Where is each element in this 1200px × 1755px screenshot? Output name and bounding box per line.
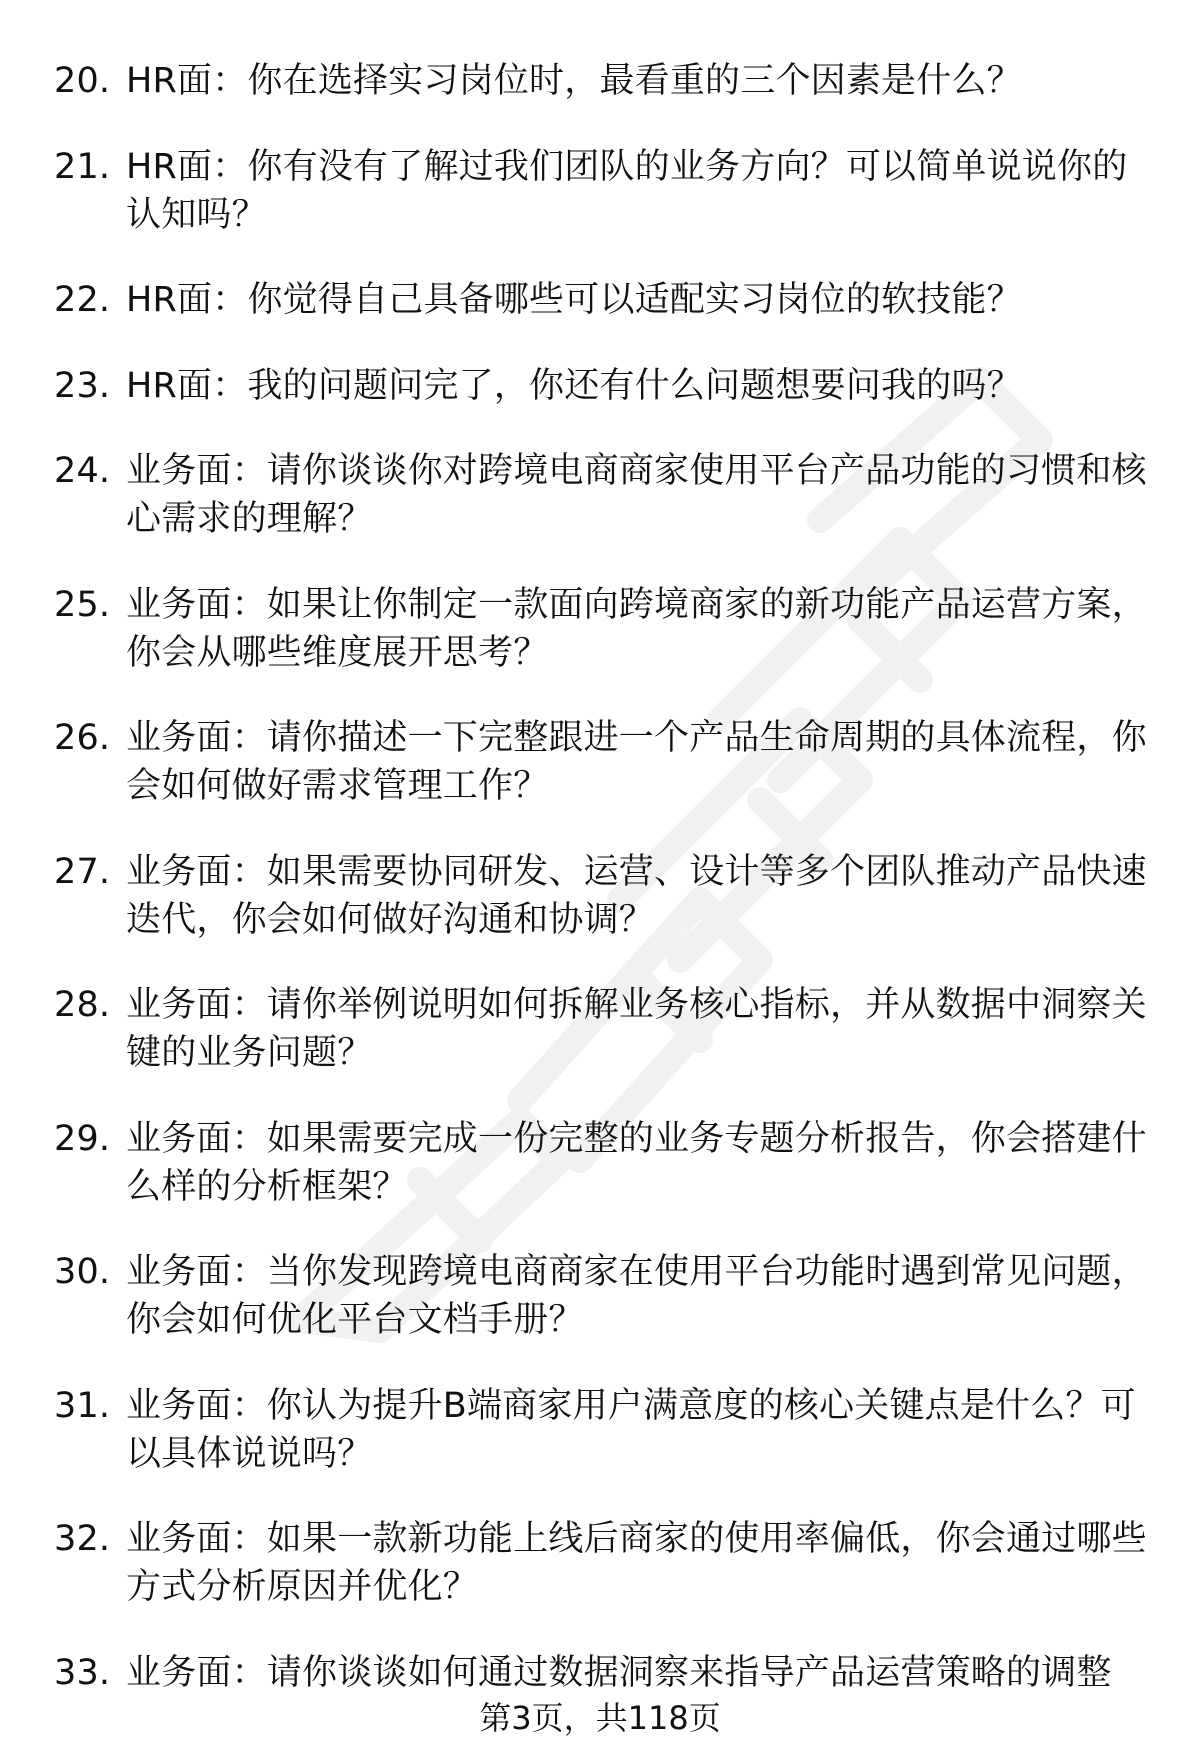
question-item: [54, 1515, 1160, 1611]
question-number: 22.: [54, 280, 111, 320]
question-number: 29.: [54, 1118, 111, 1159]
question-text: HR面：你有没有了解过我们团队的业务方向？可以简单说说你的认知吗？: [126, 146, 1128, 235]
question-item: [54, 1248, 1160, 1344]
question-list: [54, 57, 1160, 1697]
question-item: [54, 1649, 1160, 1697]
question-item: [54, 447, 1160, 543]
question-text: 业务面：如果让你制定一款面向跨境商家的新功能产品运营方案，你会从哪些维度展开思考？: [126, 584, 1147, 673]
question-item: [54, 981, 1160, 1077]
question-number: 27.: [54, 851, 111, 892]
question-text: HR面：你在选择实习岗位时，最看重的三个因素是什么？: [126, 61, 1022, 101]
question-number: 21.: [54, 146, 111, 187]
question-text: 业务面：如果一款新功能上线后商家的使用率偏低，你会通过哪些方式分析原因并优化？: [126, 1519, 1147, 1607]
question-number: 24.: [54, 451, 111, 491]
question-number: 23.: [54, 365, 111, 406]
question-text: 业务面：请你描述一下完整跟进一个产品生命周期的具体流程，你会如何做好需求管理工作？: [126, 718, 1147, 806]
question-item: [54, 714, 1160, 810]
question-number: 31.: [54, 1385, 111, 1426]
question-text: 业务面：如果需要完成一份完整的业务专题分析报告，你会搭建什么样的分析框架？: [126, 1118, 1147, 1207]
question-text: 业务面：如果需要协同研发、运营、设计等多个团队推动产品快速迭代，你会如何做好沟通和协调？: [126, 851, 1147, 940]
question-number: 26.: [54, 718, 111, 758]
question-number: 25.: [54, 584, 111, 625]
question-text: 业务面：请你举例说明如何拆解业务核心指标，并从数据中洞察关键的业务问题？: [126, 985, 1147, 1073]
question-number: 32.: [54, 1519, 111, 1559]
question-text: HR面：你觉得自己具备哪些可以适配实习岗位的软技能？: [126, 280, 1022, 320]
question-text: 业务面：请你谈谈你对跨境电商商家使用平台产品功能的习惯和核心需求的理解？: [126, 451, 1147, 539]
question-text: HR面：我的问题问完了，你还有什么问题想要问我的吗？: [126, 365, 1022, 406]
question-text: 业务面：你认为提升B端商家用户满意度的核心关键点是什么？可以具体说说吗？: [126, 1385, 1136, 1474]
question-item: [54, 276, 1160, 324]
question-text: 业务面：当你发现跨境电商商家在使用平台功能时遇到常见问题，你会如何优化平台文档手册？: [126, 1252, 1147, 1340]
question-text: 业务面：请你谈谈如何通过数据洞察来指导产品运营策略的调整: [126, 1652, 1112, 1693]
question-number: 28.: [54, 985, 111, 1025]
question-item: [54, 581, 1160, 677]
question-item: [54, 1382, 1160, 1478]
page-number-footer: 第3页，共118页: [479, 1699, 721, 1737]
question-number: 33.: [54, 1652, 111, 1693]
question-item: [54, 362, 1160, 410]
question-item: [54, 848, 1160, 944]
question-number: 20.: [54, 61, 111, 101]
question-item: [54, 57, 1160, 105]
question-number: 30.: [54, 1252, 111, 1292]
question-item: [54, 1115, 1160, 1211]
question-item: [54, 143, 1160, 239]
